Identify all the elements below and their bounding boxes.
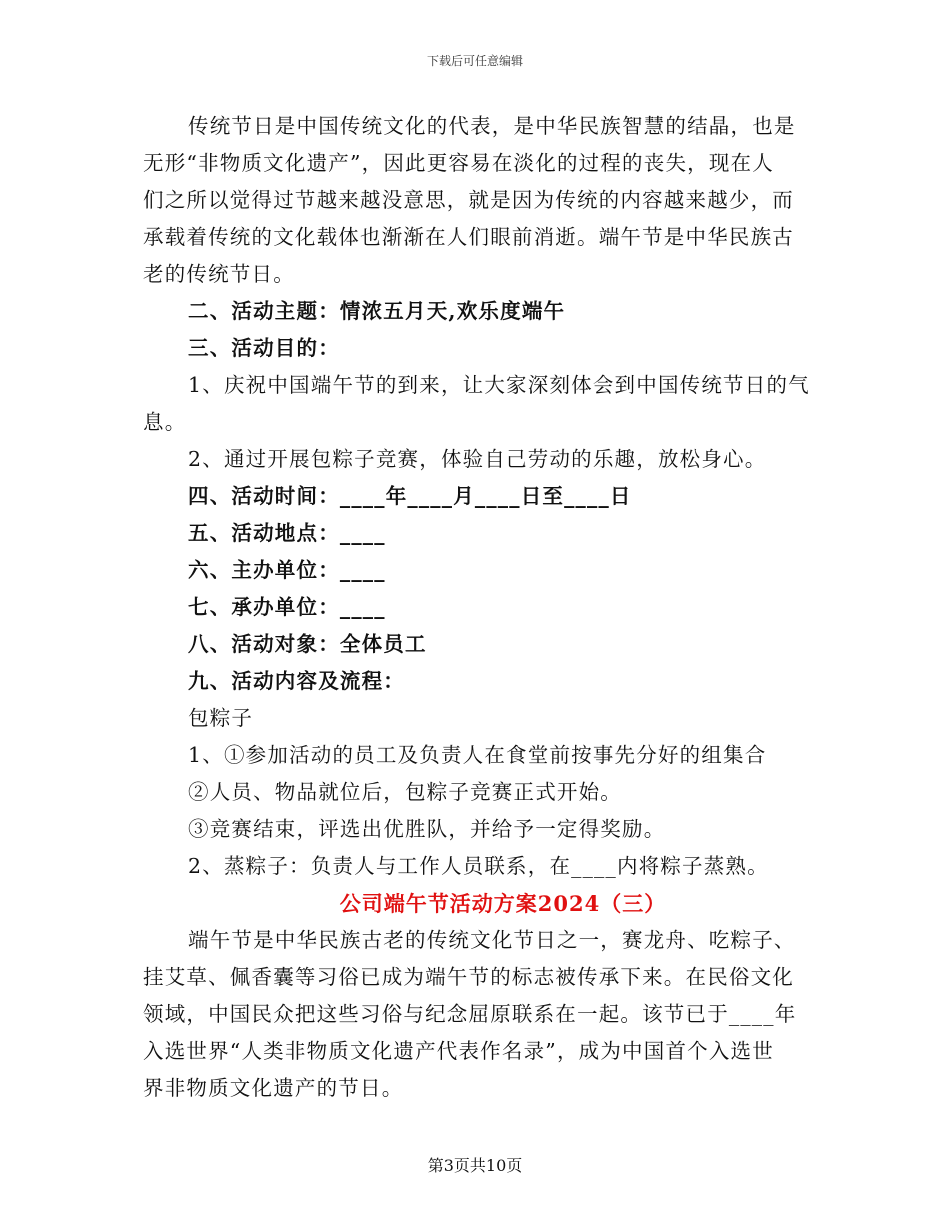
organizer: 六、主办单位：____	[188, 558, 386, 582]
activity-location: 五、活动地点：____	[188, 521, 386, 545]
purpose-item-1: 1、庆祝中国端午节的到来，让大家深刻体会到中国传统节日的气	[188, 373, 810, 397]
step-3: ③竞赛结束，评选出优胜队，并给予一定得奖励。	[188, 817, 666, 841]
section-line-3: 领域，中国民众把这些习俗与纪念屈原联系在一起。该节已于____年	[143, 1002, 797, 1026]
activity-time: 四、活动时间：____年____月____日至____日	[188, 484, 632, 508]
intro-line-3: 们之所以觉得过节越来越没意思，就是因为传统的内容越来越少，而	[143, 188, 794, 212]
page-footer: 第3页共10页	[427, 1156, 523, 1175]
activity-theme: 二、活动主题：情浓五月天,欢乐度端午	[188, 299, 566, 323]
section-line-5: 界非物质文化遗产的节日。	[143, 1076, 404, 1100]
step-4: 2、蒸粽子：负责人与工作人员联系，在____内将粽子蒸熟。	[188, 854, 769, 878]
activity-audience: 八、活动对象：全体员工	[188, 632, 427, 656]
page-header: 下载后可任意编辑	[426, 54, 523, 68]
purpose-heading: 三、活动目的：	[188, 336, 340, 360]
purpose-item-1-cont: 息。	[143, 410, 187, 434]
section-line-1: 端午节是中华民族古老的传统文化节日之一，赛龙舟、吃粽子、	[188, 928, 796, 952]
document-body	[143, 108, 823, 1107]
section-line-2: 挂艾草、佩香囊等习俗已成为端午节的标志被传承下来。在民俗文化	[143, 965, 794, 989]
section-title: 公司端午节活动方案2024（三）	[339, 891, 667, 916]
step-2: ②人员、物品就位后，包粽子竞赛正式开始。	[188, 780, 622, 804]
purpose-item-2: 2、通过开展包粽子竞赛，体验自己劳动的乐趣，放松身心。	[188, 447, 767, 471]
intro-line-1: 传统节日是中国传统文化的代表，是中华民族智慧的结晶，也是	[188, 114, 796, 138]
section-line-4: 入选世界“人类非物质文化遗产代表作名录”，成为中国首个入选世	[143, 1039, 774, 1063]
intro-line-4: 承载着传统的文化载体也渐渐在人们眼前消逝。端午节是中华民族古	[143, 225, 794, 249]
intro-line-2: 无形“非物质文化遗产”，因此更容易在淡化的过程的丧失，现在人	[143, 151, 774, 175]
content-heading: 九、活动内容及流程：	[188, 669, 405, 693]
undertaker: 七、承办单位：____	[188, 595, 386, 619]
intro-line-5: 老的传统节日。	[143, 262, 295, 286]
sub-heading: 包粽子	[188, 706, 254, 730]
step-1: 1、①参加活动的员工及负责人在食堂前按事先分好的组集合	[188, 743, 767, 767]
